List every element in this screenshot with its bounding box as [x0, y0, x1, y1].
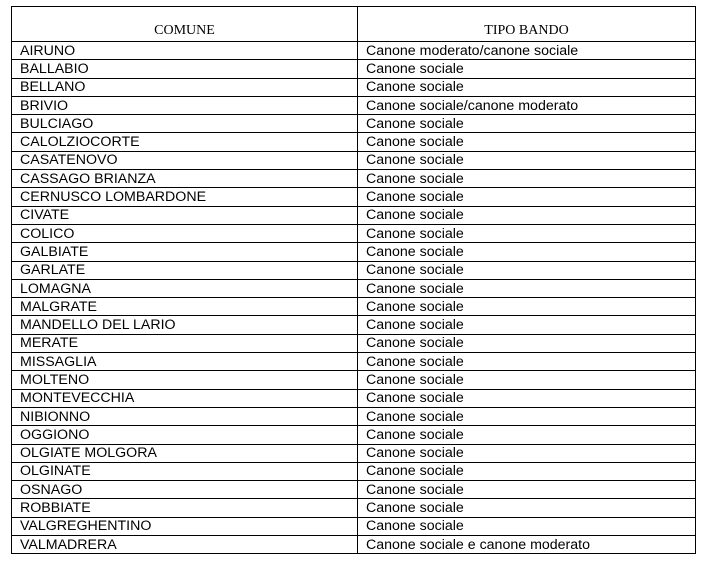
cell-tipo-bando: Canone sociale	[358, 499, 696, 517]
table-row	[12, 316, 696, 334]
table-row	[12, 481, 696, 499]
table-row	[12, 151, 696, 169]
table-row	[12, 78, 696, 96]
cell-tipo-bando: Canone moderato/canone sociale	[358, 42, 696, 60]
cell-tipo-bando: Canone sociale	[358, 60, 696, 78]
table-row	[12, 499, 696, 517]
header-comune: COMUNE	[12, 7, 358, 42]
cell-tipo-bando: Canone sociale e canone moderato	[358, 536, 696, 554]
cell-comune: NIBIONNO	[12, 407, 358, 425]
table-row	[12, 353, 696, 371]
table-row	[12, 170, 696, 188]
cell-tipo-bando: Canone sociale	[358, 517, 696, 535]
cell-comune: BALLABIO	[12, 60, 358, 78]
cell-comune: MONTEVECCHIA	[12, 389, 358, 407]
header-tipo-bando: TIPO BANDO	[358, 7, 696, 42]
cell-comune: CALOLZIOCORTE	[12, 133, 358, 151]
cell-tipo-bando: Canone sociale	[358, 426, 696, 444]
cell-tipo-bando: Canone sociale	[358, 170, 696, 188]
cell-tipo-bando: Canone sociale	[358, 133, 696, 151]
cell-comune: MISSAGLIA	[12, 353, 358, 371]
cell-tipo-bando: Canone sociale	[358, 279, 696, 297]
table-row	[12, 517, 696, 535]
cell-tipo-bando: Canone sociale	[358, 481, 696, 499]
table-row	[12, 279, 696, 297]
table-row	[12, 243, 696, 261]
table-row	[12, 133, 696, 151]
cell-comune: CIVATE	[12, 206, 358, 224]
cell-tipo-bando: Canone sociale/canone moderato	[358, 96, 696, 114]
cell-comune: MALGRATE	[12, 298, 358, 316]
table-row	[12, 334, 696, 352]
cell-comune: CERNUSCO LOMBARDONE	[12, 188, 358, 206]
cell-tipo-bando: Canone sociale	[358, 316, 696, 334]
table-row	[12, 224, 696, 242]
cell-tipo-bando: Canone sociale	[358, 206, 696, 224]
table-row	[12, 536, 696, 554]
cell-tipo-bando: Canone sociale	[358, 444, 696, 462]
cell-comune: CASATENOVO	[12, 151, 358, 169]
table-row	[12, 462, 696, 480]
table-body	[12, 42, 696, 554]
table-row	[12, 96, 696, 114]
cell-tipo-bando: Canone sociale	[358, 151, 696, 169]
cell-comune: COLICO	[12, 224, 358, 242]
cell-tipo-bando: Canone sociale	[358, 389, 696, 407]
table-header-row	[12, 7, 696, 42]
table-row	[12, 42, 696, 60]
cell-tipo-bando: Canone sociale	[358, 371, 696, 389]
table-row	[12, 407, 696, 425]
cell-comune: GARLATE	[12, 261, 358, 279]
cell-tipo-bando: Canone sociale	[358, 407, 696, 425]
cell-tipo-bando: Canone sociale	[358, 334, 696, 352]
cell-comune: OLGINATE	[12, 462, 358, 480]
cell-comune: VALGREGHENTINO	[12, 517, 358, 535]
cell-comune: BELLANO	[12, 78, 358, 96]
cell-tipo-bando: Canone sociale	[358, 243, 696, 261]
cell-comune: OGGIONO	[12, 426, 358, 444]
table-row	[12, 426, 696, 444]
cell-comune: LOMAGNA	[12, 279, 358, 297]
cell-tipo-bando: Canone sociale	[358, 298, 696, 316]
cell-comune: GALBIATE	[12, 243, 358, 261]
cell-tipo-bando: Canone sociale	[358, 261, 696, 279]
cell-tipo-bando: Canone sociale	[358, 115, 696, 133]
comuni-table	[11, 6, 696, 554]
table-row	[12, 298, 696, 316]
cell-tipo-bando: Canone sociale	[358, 224, 696, 242]
cell-tipo-bando: Canone sociale	[358, 188, 696, 206]
cell-comune: OSNAGO	[12, 481, 358, 499]
table-row	[12, 188, 696, 206]
cell-comune: ROBBIATE	[12, 499, 358, 517]
table-row	[12, 206, 696, 224]
cell-comune: MERATE	[12, 334, 358, 352]
cell-comune: AIRUNO	[12, 42, 358, 60]
cell-tipo-bando: Canone sociale	[358, 353, 696, 371]
table-row	[12, 371, 696, 389]
table-row	[12, 115, 696, 133]
table-row	[12, 261, 696, 279]
document-page	[11, 6, 695, 554]
cell-comune: OLGIATE MOLGORA	[12, 444, 358, 462]
cell-tipo-bando: Canone sociale	[358, 78, 696, 96]
cell-comune: BRIVIO	[12, 96, 358, 114]
table-row	[12, 60, 696, 78]
cell-tipo-bando: Canone sociale	[358, 462, 696, 480]
cell-comune: CASSAGO BRIANZA	[12, 170, 358, 188]
cell-comune: MANDELLO DEL LARIO	[12, 316, 358, 334]
cell-comune: VALMADRERA	[12, 536, 358, 554]
cell-comune: MOLTENO	[12, 371, 358, 389]
table-row	[12, 444, 696, 462]
table-row	[12, 389, 696, 407]
cell-comune: BULCIAGO	[12, 115, 358, 133]
